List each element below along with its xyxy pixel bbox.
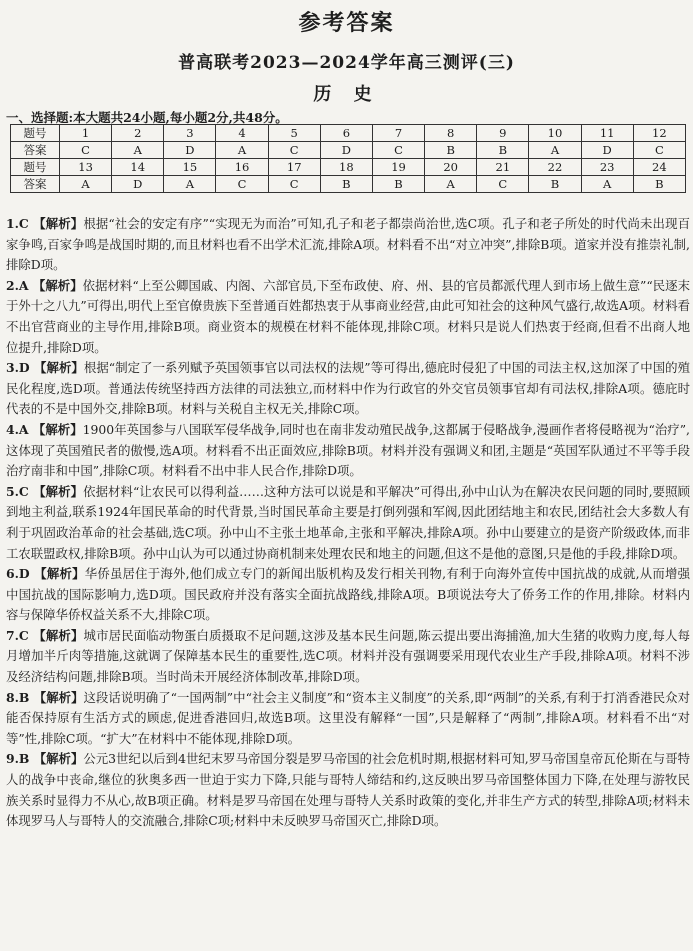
row-label: 题号 — [11, 159, 60, 176]
explanation-item — [6, 358, 690, 420]
section-heading: 一、选择题:本大题共24小题,每小题2分,共48分。 — [6, 110, 288, 125]
table-cell: 10 — [529, 125, 581, 142]
table-cell: 19 — [372, 159, 424, 176]
table-cell: A — [164, 176, 216, 193]
explanation-head: 2.A 【解析】 — [6, 277, 83, 293]
table-cell: 12 — [633, 125, 685, 142]
explanation-text: 1900年英国参与八国联军侵华战争,同时也在南非发动殖民战争,这都属于侵略战争,漫画作者将侵略视为“治疗”,这体现了英国殖民者的傲慢,选A项。材料看不出正面效应,排除B项。材料并没有强调义和团,主题是“英国军队通过不平等手段治疗南非和中国”,排除C项。材料看不出中非人民合作,排除D项。 — [6, 421, 690, 479]
table-cell: A — [112, 142, 164, 159]
explanation-item — [6, 420, 690, 482]
table-cell: C — [268, 142, 320, 159]
table-cell: D — [164, 142, 216, 159]
table-cell: 9 — [477, 125, 529, 142]
explanation-head: 6.D 【解析】 — [6, 566, 85, 582]
explanation-item — [6, 749, 690, 831]
explanation-text: 这段话说明确了“一国两制”中“社会主义制度”和“资本主义制度”的关系,即“两制”的关系,有利于打消香港民众对能否保持原有生活方式的顾虑,促进香港回归,故选B项。这里没有解释“一国”,只是解释了“两制”,排除A项。材料看不出“对等”性,排除C项。“扩大”在材料中不能体现,排除D项。 — [6, 689, 690, 746]
answer-row — [11, 142, 686, 159]
explanation-text: 依据材料“上至公卿国戚、内阁、六部官员,下至布政使、府、州、县的官员都派代理人到市场上做生意”“民逐末于外十之八九”可得出,明代上至官僚贵族下至普通百姓都热衷于从事商业经营,由此可知社会的这种风气盛行,故选A项。材料看不出官营商业的主导作用,排除B项。商业资本的规模在材料不能体现,排除C项。材料只是说人们热衷于经商,但看不出商人地位提升,排除D项。 — [6, 277, 690, 355]
table-cell: 11 — [581, 125, 633, 142]
explanation-text: 根据“制定了一系列赋予英国领事官以司法权的法规”等可得出,德庇时侵犯了中国的司法主权,这加深了中国的殖民化程度,选D项。普通法传统坚持西方法律的司法独立,而材料中作为行政官的外交官员领事官却有司法权,排除A项。德庇时代表的不是中国外交,排除B项。材料与关税自主权无关,排除C项。 — [6, 360, 691, 417]
table-cell: A — [216, 142, 268, 159]
table-cell: B — [633, 176, 685, 193]
explanation-text: 根据“社会的安定有序”“实现无为而治”可知,孔子和老子都崇尚治世,选C项。孔子和老子所处的时代尚未出现百家争鸣,百家争鸣是战国时期的,而且材料也看不出学术汇流,排除A项。材料看不出“对立冲突”,排除B项。道家并没有推崇礼制,排除D项。 — [6, 216, 690, 273]
answer-table — [10, 124, 686, 193]
table-cell: 18 — [320, 159, 372, 176]
explanation-head: 9.B 【解析】 — [6, 751, 84, 767]
table-cell: 4 — [216, 125, 268, 142]
table-cell: D — [581, 142, 633, 159]
table-cell: B — [529, 176, 581, 193]
number-row — [11, 159, 686, 176]
table-cell: B — [425, 142, 477, 159]
row-label: 题号 — [11, 125, 60, 142]
table-cell: 14 — [112, 159, 164, 176]
table-cell: 7 — [372, 125, 424, 142]
explanation-head: 7.C 【解析】 — [6, 627, 84, 643]
explanations — [6, 214, 690, 832]
table-cell: 16 — [216, 159, 268, 176]
table-cell: 23 — [581, 159, 633, 176]
table-cell: C — [633, 142, 685, 159]
subject-title: 历 史 — [313, 84, 380, 105]
table-cell: 17 — [268, 159, 320, 176]
table-cell: C — [372, 142, 424, 159]
table-cell: A — [529, 142, 581, 159]
explanation-text: 城市居民面临动物蛋白质摄取不足问题,这涉及基本民生问题,陈云提出要出海捕渔,加大生猪的收购力度,每人每月增加半斤肉等措施,这就调了保障基本民生的重要性,选C项。材料并没有强调要采用现代农业生产手段,排除A项。材料不涉及经济结构问题,排除B项。当时尚未开展经济体制改革,排除D项。 — [6, 627, 690, 685]
table-cell: 6 — [320, 125, 372, 142]
table-cell: 1 — [60, 125, 112, 142]
exam-title: 普高联考2023—2024学年高三测评(三) — [178, 53, 515, 73]
table-cell: 15 — [164, 159, 216, 176]
table-cell: C — [268, 176, 320, 193]
table-cell: A — [60, 176, 112, 193]
table-cell: 5 — [268, 125, 320, 142]
table-cell: 20 — [425, 159, 477, 176]
number-row — [11, 125, 686, 142]
table-cell: 22 — [529, 159, 581, 176]
table-cell: A — [581, 176, 633, 193]
table-cell: D — [112, 176, 164, 193]
table-cell: 24 — [633, 159, 685, 176]
explanation-head: 3.D 【解析】 — [6, 360, 84, 376]
explanation-item — [6, 688, 690, 750]
table-cell: 3 — [164, 125, 216, 142]
table-cell: B — [477, 142, 529, 159]
explanation-text: 华侨虽居住于海外,他们成立专门的新闻出版机构及发行相关刊物,有利于向海外宣传中国抗战的成就,从而增强中国抗战的国际影响力,选D项。国民政府并没有落实全面抗战路线,排除A项。B项说法夸大了侨务工作的作用,排除。材料内容与保障华侨权益关系不大,排除C项。 — [6, 566, 690, 623]
table-cell: C — [60, 142, 112, 159]
explanation-text: 依据材料“让农民可以得利益……这种方法可以说是和平解决”可得出,孙中山认为在解决农民问题的同时,要照顾到地主利益,联系1924年国民革命的时代背景,当时国民革命主要是打倒列强和军阀,因此团结地主和农民,团结社会大多数人有利于巩固政治革命的社会基础,选C项。孙中山不主张土地革命,主张和平解决,排除A项。孙中山要建立的是资产阶级政体,而非工农联盟政权,排除B项。孙中山认为可以通过协商机制来处理农民和地主的问题,但这不是他的意图,只是他的手段,排除D项。 — [6, 483, 690, 561]
explanation-head: 5.C 【解析】 — [6, 483, 84, 499]
table-cell: 8 — [425, 125, 477, 142]
explanation-head: 1.C 【解析】 — [6, 216, 84, 231]
row-label: 答案 — [11, 176, 60, 193]
explanation-item — [6, 626, 690, 688]
table-cell: C — [216, 176, 268, 193]
table-cell: D — [320, 142, 372, 159]
table-cell: A — [425, 176, 477, 193]
explanation-head: 8.B 【解析】 — [6, 689, 84, 705]
explanation-item — [6, 276, 690, 358]
row-label: 答案 — [11, 142, 60, 159]
explanation-item — [6, 482, 690, 564]
table-cell: B — [320, 176, 372, 193]
table-cell: C — [477, 176, 529, 193]
explanation-item — [6, 214, 690, 276]
table-cell: 2 — [112, 125, 164, 142]
table-cell: 21 — [477, 159, 529, 176]
explanation-text: 公元3世纪以后到4世纪末罗马帝国分裂是罗马帝国的社会危机时期,根据材料可知,罗马帝国皇帝瓦伦斯在与哥特人的战争中丧命,继位的狄奥多西一世迫于实力下降,只能与哥特人缔结和约,这反映出罗马帝国整体国力下降,在处理与游牧民族关系时显得力不从心,故B项正确。材料是罗马帝国在处理与哥特人关系时政策的变化,并非生产方式的转型,排除A项;材料未体现罗马人与哥特人的交流融合,排除C项;材料中未反映罗马帝国灭亡,排除D项。 — [6, 751, 690, 829]
explanation-item — [6, 564, 690, 626]
explanation-head: 4.A 【解析】 — [6, 421, 83, 437]
table-cell: B — [372, 176, 424, 193]
page-title: 参考答案 — [298, 10, 395, 36]
table-cell: 13 — [60, 159, 112, 176]
answer-row — [11, 176, 686, 193]
